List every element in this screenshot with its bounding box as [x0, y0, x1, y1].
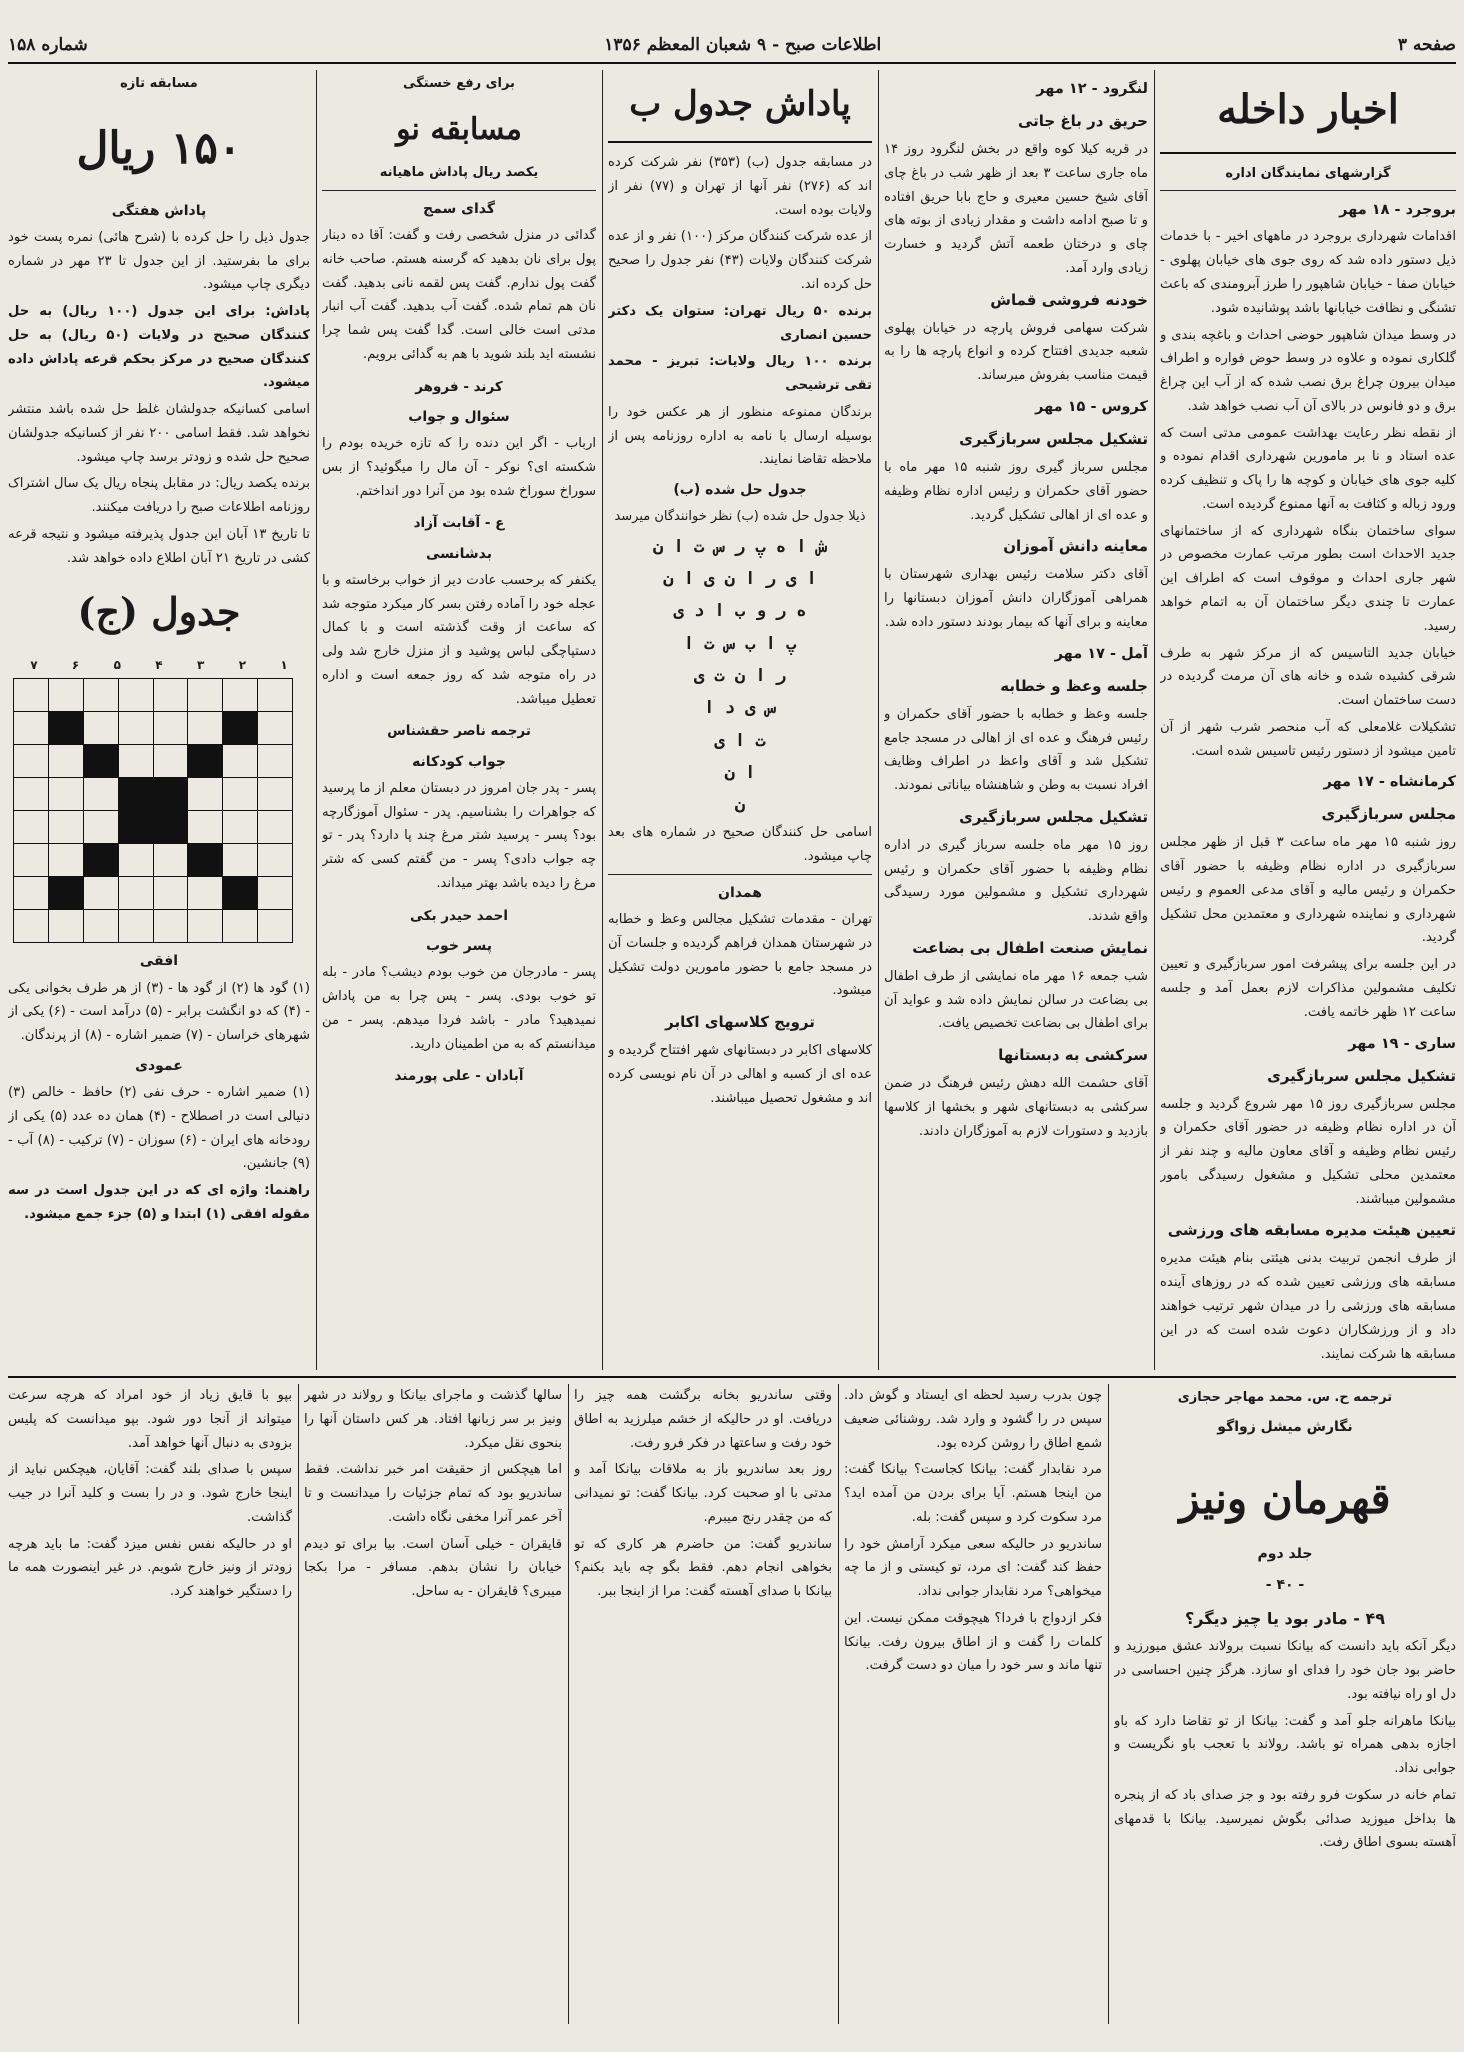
article-heading: حریق در باغ جاتی	[1017, 112, 1148, 131]
novel-column	[304, 1384, 562, 2024]
article-paragraph: جدول ذیل را حل کرده با (شرح هائی) نمره پست خود برای ما بفرستید. از این جدول تا ۲۳ مهر در شماره دیگری چاپ میشود.	[8, 229, 310, 293]
novel-part: - ۴۰ -	[1265, 1577, 1305, 1594]
article-paragraph: اقدامات شهرداری بروجرد در ماههای اخیر - با خدمات ذیل دستور داده شد که روی جوی های خیابان پهلوی - خیابان صفا - خیابان شاهپور را طرز آبرومندی که باعث تشنگی و نظافت خیابانها باشد پوشانیده شود.	[1160, 229, 1456, 316]
article-heading: تشکیل مجلس سربازگیری	[1267, 1066, 1456, 1085]
puzzle-prize-title: پاداش جدول ب	[608, 74, 872, 143]
page-header	[8, 28, 1456, 64]
novel-column	[844, 1384, 1102, 2024]
article-paragraph: از طرف انجمن تربیت بدنی هیئتی بنام هیئت مدیره مسابقه های ورزشی تعیین شده که در روزهای آینده مسابقه های ورزشی را در میدان شهر ترتیب خواهند داد و از ورزشکاران دعوت شده است که در این مسابقه ها شرکت نمایند.	[1160, 1251, 1456, 1362]
novel-paragraph: بیانکا ماهرانه جلو آمد و گفت: بیانکا از تو تقاضا دارد که باو اجازه بدهی همراه تو باشد. رولاند با تعجب باو نگریست و جوابی نداد.	[1114, 1713, 1456, 1777]
article-paragraph: شب جمعه ۱۶ مهر ماه نمایشی از طرف اطفال بی بضاعت در سالن نمایش داده شد و عواید آن برای اطفال بی بضاعت تخصیص یافت.	[884, 968, 1148, 1032]
joke-text: ارباب - اگر این دنده را که تازه خریده بودم را شکسته ای؟ نوکر - آن مال را میگوئید؟ از بس سوراخ سوراخ شده بود من آنرا دور انداختم.	[322, 436, 596, 499]
solution-row: ا ن	[724, 762, 756, 783]
joke-text: گدائی در منزل شخصی رفت و گفت: آقا ده دینار پول برای نان بدهید که گرسنه هستم. صاحب خانه گفت پول ندارم. گفت پس لقمه نانی بدهید. گفت نان هم تمام شده. گفت آب بدهید. گفت آب انبار مدتی است خالی است. گدا گفت پس شما چرا نشسته اید بلند شوید با هم به گدائی برویم.	[322, 227, 596, 362]
novel-paragraph: او در حالیکه نفس نفس میزد گفت: ما باید هرچه زودتر از ونیز خارج شویم. در غیر اینصورت همه ما را دستگیر خواهند کرد.	[8, 1536, 292, 1600]
novel-paragraph: روز بعد ساندریو باز به ملاقات بیانکا آمد و مدتی با او صحبت کرد. بیانکا گفت: تو نمیدانی که من چقدر رنج میبرم.	[574, 1462, 832, 1525]
joke-byline: ع - آقابت آزاد	[413, 515, 505, 532]
article-heading: معاینه دانش آموزان	[1003, 537, 1148, 556]
joke-byline: کرند - فروهر	[415, 378, 503, 395]
solution-row: ن	[734, 795, 746, 816]
article-heading: مجلس سربازگیری	[1321, 805, 1456, 824]
solution-row: ه ر و ب ا د ی	[673, 601, 807, 622]
across-heading: افقی	[139, 953, 179, 970]
joke-byline: احمد حیدر بکی	[410, 907, 508, 924]
winner-provinces: برنده ۱۰۰ ریال ولایات: تبریز - محمد تقی ترشیحی	[608, 354, 872, 394]
article-heading: جلسه وعظ و خطابه	[1000, 676, 1148, 695]
novel-paragraph: وقتی ساندریو بخانه برگشت همه چیز را دریافت. او در حالیکه از خشم میلرزید به اطاق خود رفت و ساعتها در فکر فرو رفت.	[574, 1388, 832, 1451]
crossword-column	[8, 70, 310, 1370]
article-paragraph: پاداش: برای این جدول (۱۰۰ ریال) به حل کنندگان صحیح در ولایات (۵۰ ریال) به حل کنندگان صحیح در مرکز بحکم قرعه پاداش داده میشود.	[8, 304, 310, 391]
novel-paragraph: اما هیچکس از حقیقت امر خبر نداشت. فقط ساندریو بود که تمام جزئیات را میدانست و تا آخر عمر آنرا مخفی نگاه داشت.	[304, 1462, 562, 1525]
joke-text: یکنفر که برحسب عادت دیر از خواب برخاسته و با عجله خود را آماده رفتن بسر کار میکرد متوجه شد که ساعت از وقت گذشته است و با کمال دستپاچگی لباس پوشید و از منزل خارج شد ولی در راه متوجه شد که روز جمعه است و اداره تعطیل میباشد.	[322, 572, 596, 707]
novel-column	[574, 1384, 832, 2024]
across-clues: (۱) گود ها (۲) از گود ها - (۳) از هر طرف بخوانی یکی - (۴) که دو انگشت برابر - (۵) درآمد است - (۶) یکی از شهرهای خراسان - (۷) ضمیر اشاره - (۸) از پرندگان.	[8, 980, 310, 1044]
joke-heading: گدای سمج	[423, 200, 495, 217]
article-paragraph: جلسه وعظ و خطابه با حضور آقای حکمران و رئیس فرهنگ و عده ای از اهالی در مسجد جامع تشکیل شد و آقای واعظ در اطراف وظایف افراد نسبت به وطن و شاهنشاه بیاناتی نمودند.	[884, 706, 1148, 794]
novel-paragraph: بپو با قایق زیاد از خود امراد که هرچه سرعت میتواند از آنجا دور شود. بپو میدانست که پلیس بزودی به دنبال آنها خواهد آمد.	[8, 1388, 292, 1451]
novel-title: قهرمان ونیز	[1179, 1473, 1391, 1523]
article-paragraph: برندگان ممنوعه منظور از هر عکس خود را بوسیله ارسال با نامه به اداره روزنامه پس از ملاحظه تقاضا نمایند.	[608, 404, 872, 468]
grid-col-num: ۷	[30, 657, 38, 672]
dateline: لنگرود - ۱۲ مهر	[1036, 81, 1148, 97]
domestic-news-subtitle: گزارشهای نمایندگان اداره	[1225, 166, 1391, 181]
solution-letters	[608, 531, 872, 822]
joke-heading: جواب کودکانه	[412, 753, 506, 770]
dateline: همدان	[718, 884, 762, 901]
joke-text: پسر - مادرجان من خوب بودم دیشب؟ مادر - بله تو خوب بودی. پسر - پس چرا به من پاداش نمیدهید؟ مادر - باشد فردا میدهم. پسر - من میدانستم که به من اطمینان دارید.	[322, 965, 596, 1052]
puzzle-prize-column	[608, 70, 872, 1370]
solution-title: جدول حل شده (ب)	[673, 482, 807, 499]
novel-paragraph: چون بدرب رسید لحظه ای ایستاد و گوش داد. سپس در را گشود و وارد شد. روشنائی ضعیف شمع اطاق را روشن کرده بود.	[844, 1388, 1102, 1451]
contest-title: مسابقه نو	[396, 112, 522, 148]
novel-author: نگارش میشل زواگو	[1217, 1419, 1353, 1436]
article-paragraph: از نقطه نظر رعایت بهداشت عمومی مدتی است که عده استاد و نا بر مامورین شهرداری اقدام نموده و کلیه جوی های خیابان و کوچه ها را پاک و تنظیف کرده ورود زباله و کثافت به آنها ممنوع گردیده است.	[1160, 425, 1456, 512]
page-number: صفحه ۳	[1397, 35, 1456, 55]
article-paragraph: تا تاریخ ۱۳ آبان این جدول پذیرفته میشود و نتیجه قرعه کشی در تاریخ ۲۱ آبان اطلاع داده خواهد شد.	[8, 526, 310, 566]
solution-row: ر ا ن ت ی	[693, 665, 787, 686]
grid-col-num: ۱	[280, 657, 288, 672]
article-paragraph: در قریه کیلا کوه واقع در بخش لنگرود روز ۱۴ ماه جاری ساعت ۳ بعد از ظهر شب در باغ چای آقای شیخ حسین معیری و حاج بابا حریق افتاده و تا صبح ادامه داشت و مقدار زیادی از بوته های چای و درختان طعمه آتش گردید و خسارت زیادی وارد آمد.	[884, 142, 1148, 276]
article-paragraph: برنده یکصد ریال: در مقابل پنجاه ریال یک سال اشتراک روزنامه اطلاعات صبح را دریافت میکنند.	[8, 476, 310, 516]
joke-text: پسر - پدر جان امروز در دبستان معلم از ما پرسید که جواهرات را بشناسیم. پدر - سئوال آموزگارچه بود؟ پسر - پرسید شتر مرغ چند پا دارد؟ پدر - تو چه جواب دادی؟ پسر - من گفتم کسی که شتر مرغ را دیده باشد بهتر میداند.	[322, 780, 596, 891]
dateline: ساری - ۱۹ مهر	[1348, 1035, 1456, 1052]
joke-heading: بدشانسی	[425, 545, 493, 562]
contest-subtitle: یکصد ریال پاداش ماهیانه	[379, 165, 539, 181]
solution-row: پ ا ب س ت ا	[683, 633, 797, 654]
novel-translator: ترجمه ح. س. محمد مهاجر حجازی	[1177, 1390, 1393, 1405]
novel-paragraph: تمام خانه در سکوت فرو رفته بود و جز صدای باد که از پنجره ها بداخل میوزید صدائی بگوش نمیرسید. بیانکا با قدمهای آهسته بسوی اطاق رفت.	[1114, 1787, 1456, 1851]
article-paragraph: اسامی کسانیکه جدولشان غلط حل شده باشد منتشر نخواهد شد. فقط اسامی ۲۰۰ نفر از کسانیکه جدولشان صحیح حل شده و زودتر برسد چاپ میشود.	[8, 402, 310, 465]
dateline: کروس - ۱۵ مهر	[1035, 398, 1148, 415]
grid-col-num: ۲	[238, 657, 247, 672]
solution-row: س ی د ا	[704, 698, 776, 719]
article-paragraph: سوای ساختمان بنگاه شهرداری که از ساختمانهای جدید الاحداث است بطور مرتب عمارت مخصوص در شهر جاری احداث و موقوف است که اطراف این عمارت تا چندی دیگر ساختمان آن به اتمام خواهد رسید.	[1160, 523, 1456, 634]
paper-name-date: اطلاعات صبح - ۹ شعبان المعظم ۱۳۵۶	[604, 35, 882, 55]
winner-tehran: برنده ۵۰ ریال تهران: ستوان یک دکتر حسین انصاری	[608, 303, 872, 343]
article-paragraph: آقای دکتر سلامت رئیس بهداری شهرستان با همراهی آموزگاران دانش آموزان دبستانها را معاینه و برای آنها که بیمار بودند دستور داده شد.	[884, 567, 1148, 630]
article-paragraph: شرکت سهامی فروش پارچه در خیابان پهلوی شعبه جدیدی افتتاح کرده و انواع پارچه ها را به قیمت مناسب بفروش میرساند.	[884, 320, 1148, 384]
issue-number: شماره ۱۵۸	[8, 35, 88, 55]
novel-paragraph: فکر ازدواج با فردا؟ هیچوقت ممکن نیست. این کلمات را گفت و از اطاق بیرون رفت. بیانکا تنها ماند و سر خود را میان دو دست گرفت.	[844, 1610, 1102, 1674]
article-paragraph: از عده شرکت کنندگان مرکز (۱۰۰) نفر و از عده شرکت کنندگان ولایات (۴۳) نفر جدول را صحیح حل کرده اند.	[608, 229, 872, 293]
crossword-guide: راهنما: واژه ای که در این جدول است در سه مقوله افقی (۱) ابتدا و (۵) جزء جمع میشود.	[8, 1183, 310, 1222]
crossword-kicker: مسابقه تازه	[120, 76, 198, 91]
joke-heading: سئوال و جواب	[408, 408, 510, 425]
contest-kicker: برای رفع خستگی	[403, 76, 515, 91]
article-paragraph: تهران - مقدمات تشکیل مجالس وعظ و خطابه در شهرستان همدان فراهم گردیده و جلسات آن در مسجد جامع با حضور مامورین دولت تشکیل میشود.	[608, 912, 872, 999]
article-paragraph: آقای حشمت الله دهش رئیس فرهنگ در ضمن سرکشی به دبستانهای شهر و بخشها از کلاسها بازدید و دستورات لازم به آموزگاران دادند.	[884, 1076, 1148, 1139]
solution-row: ت ا ی	[714, 730, 766, 751]
joke-byline: ترجمه ناصر حقشناس	[387, 723, 531, 740]
crossword-table	[13, 678, 293, 943]
article-heading: نمایش صنعت اطفال بی بضاعت	[912, 938, 1148, 957]
dateline: کرمانشاه - ۱۷ مهر	[1323, 774, 1456, 791]
article-paragraph: خیابان جدید التاسیس که از مرکز شهر به طرف شرقی کشیده شده و خانه های آن مرمت گردیده در دست ساختمان است.	[1160, 645, 1456, 709]
grid-col-num: ۵	[113, 657, 121, 672]
article-paragraph: در وسط میدان شاهپور حوضی احداث و باغچه بندی و گلکاری نموده و علاوه در وسط حوض فواره و اطراف میدان بیرون چراغ برق نصب شده که از آب این چراغ برق و دو فانوس در بالای آن آب نصب خواهد شد.	[1160, 327, 1456, 414]
grid-column-numbers	[13, 655, 305, 677]
newspaper-page	[8, 4, 1456, 2044]
novel-paragraph: مرد نقابدار گفت: بیانکا کجاست؟ بیانکا گفت: من اینجا هستم. آیا برای بردن من آمده اید؟ مرد سکوت کرد و سپس گفت: بله.	[844, 1462, 1102, 1525]
novel-paragraph: سالها گذشت و ماجرای بیانکا و رولاند در شهر ونیز بر سر زبانها افتاد. هر کس داستان آنها را بنحوی نقل میکرد.	[304, 1388, 562, 1451]
dateline: بروجرد - ۱۸ مهر	[1339, 202, 1456, 219]
article-paragraph: کلاسهای اکابر در دبستانهای شهر افتتاح گردیده و عده ای از کسبه و اهالی در آن نام نویسی کرده اند و مشغول تحصیل میباشند.	[608, 1043, 872, 1106]
novel-chapter: ۴۹ - مادر بود یا چیز دیگر؟	[1185, 1608, 1385, 1628]
crossword-title: جدول (ج)	[77, 589, 241, 635]
article-paragraph: روز ۱۵ مهر ماه جلسه سرباز گیری در اداره نظام وظیفه با حضور آقای حکمران و رئیس شهرداری تشکیل و مشمولین مورد رسیدگی واقع شدند.	[884, 837, 1148, 925]
novel-volume: جلد دوم	[1257, 1546, 1313, 1563]
grid-col-num: ۴	[155, 657, 163, 672]
article-paragraph: مجلس سربازگیری روز ۱۵ مهر شروع گردید و جلسه آن در اداره نظام وظیفه در حضور آقای حکمران و رئیس نظام وظیفه و آقای معاون مالیه و چند نفر از معتمدین محلی تشکیل و مشغول رسیدگی بامور مشمولین میباشند.	[1160, 1096, 1456, 1207]
solution-row: ش ا ه پ ر س ت ا ن	[653, 536, 827, 557]
solution-subtitle: ذیلا جدول حل شده (ب) نظر خوانندگان میرسد	[614, 509, 866, 525]
article-heading: تشکیل مجلس سربازگیری	[959, 807, 1148, 826]
grid-col-num: ۶	[71, 657, 80, 672]
article-paragraph: اسامی حل کنندگان صحیح در شماره های بعد چاپ میشود.	[608, 825, 872, 865]
article-paragraph: در مسابقه جدول (ب) (۳۵۳) نفر شرکت کرده اند که (۲۷۶) نفر آنها از تهران و (۷۷) نفر از ولایات بوده است.	[608, 155, 872, 218]
joke-heading: پسر خوب	[425, 938, 493, 955]
crossword-subtitle: پاداش هفتگی	[111, 202, 207, 219]
contest-column	[322, 70, 596, 1370]
down-clues: (۱) ضمیر اشاره - حرف نفی (۲) حافظ - خالص (۳) دنیالی است در اصطلاح - (۴) همان ده عدد (۵) یکی از رودخانه های ایران - (۶) سوزان - (۷) ترکیب - (۸) آب - (۹) جانشین.	[8, 1085, 310, 1172]
solution-row: ا ی ر ا ن ی ا ن	[663, 569, 817, 590]
dateline: آمل - ۱۷ مهر	[1054, 645, 1148, 662]
novel-title-column	[1114, 1384, 1456, 2024]
down-heading: عمودی	[135, 1057, 183, 1074]
novel-paragraph: ساندریو گفت: من حاضرم هر کاری که تو بخواهی انجام دهم. فقط بگو چه باید بکنم؟ بیانکا با صدای آهسته گفت: مرا از اینجا ببر.	[574, 1536, 832, 1600]
article-paragraph: مجلس سرباز گیری روز شنبه ۱۵ مهر ماه با حضور آقای حکمران و رئیس اداره نظام وظیفه و عده ای از اهالی تشکیل گردید.	[884, 460, 1148, 523]
grid-col-num: ۳	[197, 657, 205, 672]
joke-byline: آبادان - علی پورمند	[394, 1068, 524, 1085]
article-heading: تعیین هیئت مدیره مسابقه های ورزشی	[1167, 1221, 1456, 1240]
novel-paragraph: سپس با صدای بلند گفت: آقایان، هیچکس نباید از اینجا خارج شود. و در را بست و کلید آنرا در جیب گذاشت.	[8, 1462, 292, 1525]
domestic-news-title: اخبار داخله	[1160, 74, 1456, 154]
novel-paragraph: قایقران - خیلی آسان است. بیا برای تو دیدم خیابان را نشان بدهم. مسافر - مرا بکجا میبری؟ قایقران - به ساحل.	[304, 1536, 562, 1600]
city-news-column	[884, 70, 1148, 1370]
article-heading: سرکشی به دبستانها	[998, 1046, 1148, 1065]
article-paragraph: در این جلسه برای پیشرفت امور سربازگیری و تعیین تکلیف مشمولین مذاکرات لازم بعمل آمد و جلسه ساعت ۱۲ ظهر خاتمه یافت.	[1160, 957, 1456, 1020]
novel-paragraph: دیگر آنکه باید دانست که بیانکا نسبت برولاند عشق میورزید و حاضر بود جان خود را فدای او سازد. هرگز چنین احساسی در دل او راه نیافته بود.	[1114, 1639, 1456, 1702]
article-heading: ترویج کلاسهای اکابر	[665, 1013, 815, 1032]
novel-paragraph: ساندریو در حالیکه سعی میکرد آرامش خود را حفظ کند گفت: ای مرد، تو کیستی و از ما چه میخواهی؟ مرد نقابدار جوابی نداد.	[844, 1536, 1102, 1600]
domestic-news-column	[1160, 70, 1456, 1370]
article-heading: تشکیل مجلس سربازگیری	[959, 430, 1148, 449]
crossword-prize-amount: ۱۵۰ ریال	[76, 123, 242, 175]
article-paragraph: تشکیلات غلامعلی که آب منحصر شرب شهر از آن تامین میشود از دستور رئیس تاسیس شده است.	[1160, 719, 1456, 759]
article-heading: خودنه فروشی قماش	[990, 290, 1148, 309]
novel-column	[8, 1384, 292, 2024]
article-paragraph: روز شنبه ۱۵ مهر ماه ساعت ۳ قبل از ظهر مجلس سربازگیری در اداره نظام وظیفه با حضور آقای حکمران و رئیس مالیه و آقای مدعی العموم و رئیس شهرداری و نماینده شهرداری و معتمدین محل تشکیل گردید.	[1160, 835, 1456, 946]
crossword-grid	[13, 655, 305, 944]
